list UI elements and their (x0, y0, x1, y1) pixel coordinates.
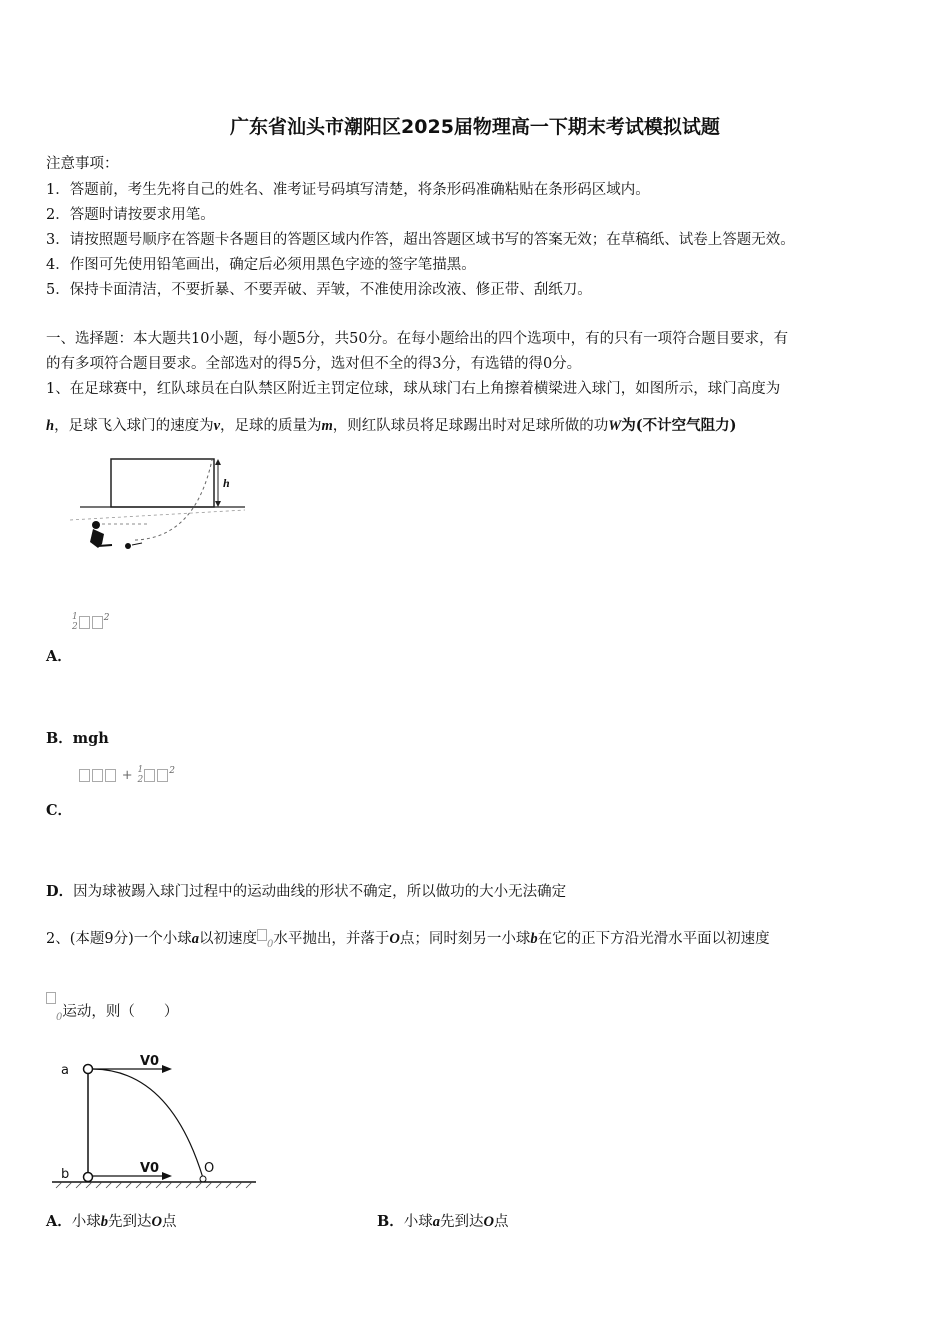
var-O: O (389, 931, 400, 947)
q1-opt-d-text: 因为球被踢入球门过程中的运动曲线的形状不确定，所以做功的大小无法确定 (73, 884, 567, 900)
q2-opt-a-label: A． (46, 1213, 72, 1230)
notice-item-2: 2．答题时请按要求用笔。 (46, 207, 215, 223)
placeholder-glyph (92, 769, 103, 782)
subscript-zero: 0 (56, 1011, 63, 1023)
q2-opt-b-mid: 先到达 (440, 1214, 484, 1230)
section-heading-line1: 一、选择题：本大题共10小题，每小题5分，共50分。在每小题给出的四个选项中，有的只有一项符合题目要求，有 (46, 331, 789, 347)
q2-stem-line2 (46, 1000, 178, 1023)
q1-opt-a-formula (72, 612, 109, 632)
frac-half: 1 2 (72, 612, 78, 632)
var-v: v (213, 418, 221, 434)
label-a: a (61, 1063, 69, 1078)
q1-figure (60, 450, 260, 560)
exponent: 2 (103, 613, 110, 623)
exponent: 2 (169, 766, 175, 776)
ball-b (84, 1173, 93, 1182)
notice-heading: 注意事项： (46, 156, 119, 172)
placeholder-glyph (105, 769, 116, 782)
plus-sign: + (121, 768, 133, 783)
q2-opt-a-post: 点 (162, 1214, 177, 1230)
q1-stem-line2 (46, 414, 736, 435)
placeholder-glyph (144, 769, 155, 782)
q2-stem-line1 (46, 927, 770, 950)
ground-hatching (56, 1182, 252, 1188)
label-O: O (204, 1161, 215, 1176)
player-icon (90, 521, 131, 549)
q2-t4: 在它的正下方沿光滑水平面以初速度 (537, 931, 770, 947)
q2-prefix: 2、(本题9分)一个小球 (46, 931, 192, 947)
placeholder-glyph (92, 616, 103, 629)
q2-opt-b-label: B． (377, 1213, 404, 1230)
notice-item-4: 4．作图可先使用铅笔画出，确定后必须用黑色字迹的签字笔描黑。 (46, 257, 476, 273)
q1-opt-a-label: A． (46, 648, 72, 665)
arrowhead-v2 (162, 1172, 172, 1180)
arrow-down (215, 501, 221, 507)
subscript-zero: 0 (267, 938, 274, 950)
placeholder-glyph (157, 769, 168, 782)
q1-stem-line1: 1、在足球赛中，红队球员在白队禁区附近主罚定位球，球从球门右上角擦着横梁进入球门，如图所示，球门高度为 (46, 381, 781, 397)
ball-a (84, 1065, 93, 1074)
var-a: a (432, 1214, 441, 1230)
notice-item-5: 5．保持卡面清洁，不要折暴、不要弄破、弄皱，不准使用涂改液、修正带、刮纸刀。 (46, 282, 592, 298)
trajectory (135, 460, 212, 540)
label-v0-top: V0 (140, 1054, 160, 1069)
var-h: h (46, 418, 55, 434)
var-O: O (151, 1214, 162, 1230)
section-heading-line2: 的有多项符合题目要求。全部选对的得5分，选对但不全的得3分，有选错的得0分。 (46, 356, 582, 372)
var-b: b (100, 1214, 109, 1230)
q2-t3: 点；同时刻另一小球 (399, 931, 531, 947)
placeholder-glyph (79, 769, 90, 782)
ball-arrow (132, 543, 142, 545)
q2-line2-tail: 运动，则（ ） (62, 1004, 179, 1020)
var-W: W (608, 418, 622, 434)
q1-text-b: ，足球飞入球门的速度为 (54, 418, 214, 434)
notice-item-1: 1．答题前，考生先将自己的姓名、准考证号码填写清楚，将条形码准确粘贴在条形码区域内。 (46, 182, 650, 198)
q2-opt-a (46, 1210, 177, 1231)
q1-opt-b-label: B． (46, 730, 73, 747)
placeholder-glyph (79, 616, 90, 629)
q1-text-d: ，足球的质量为 (220, 418, 322, 434)
notice-item-3: 3．请按照题号顺序在答题卡各题目的答题区域内作答，超出答题区域书写的答案无效；在草稿纸、试卷上答题无效。 (46, 232, 795, 248)
q2-t2: 水平抛出，并落于 (273, 931, 390, 947)
field-line (70, 510, 245, 520)
q1-opt-d (46, 880, 566, 901)
q1-text-f: ，则红队球员将足球踢出时对足球所做的功 (332, 418, 609, 434)
frac-half: 1 2 (137, 765, 144, 785)
page-title: 广东省汕头市潮阳区2025届物理高一下期末考试模拟试题 (230, 116, 720, 138)
q1-opt-b-text: mgh (72, 730, 109, 747)
arrow-up (215, 459, 221, 465)
q1-opt-d-label: D． (46, 883, 74, 900)
q2-figure (50, 1050, 260, 1192)
var-O: O (483, 1214, 494, 1230)
q1-opt-c-formula (78, 765, 175, 785)
point-O-marker (200, 1176, 206, 1182)
arrowhead-v1 (162, 1065, 172, 1073)
q2-opt-b (377, 1210, 509, 1231)
var-b: b (530, 931, 538, 947)
label-b: b (61, 1167, 70, 1182)
q2-opt-b-post: 点 (494, 1214, 509, 1230)
height-label: h (223, 476, 230, 490)
q1-opt-b (46, 727, 109, 748)
q1-text-h: 为(不计空气阻力) (621, 417, 737, 434)
q2-opt-a-pre: 小球 (71, 1214, 101, 1230)
placeholder-glyph (257, 929, 267, 941)
placeholder-glyph (46, 992, 56, 1004)
label-v0-bottom: V0 (140, 1161, 160, 1176)
q2-t1: 以初速度 (199, 931, 258, 947)
q2-opt-b-pre: 小球 (403, 1214, 433, 1230)
q2-opt-a-mid: 先到达 (108, 1214, 152, 1230)
q1-opt-c-label: C． (46, 802, 73, 819)
var-m: m (321, 418, 333, 434)
var-a: a (191, 931, 200, 947)
